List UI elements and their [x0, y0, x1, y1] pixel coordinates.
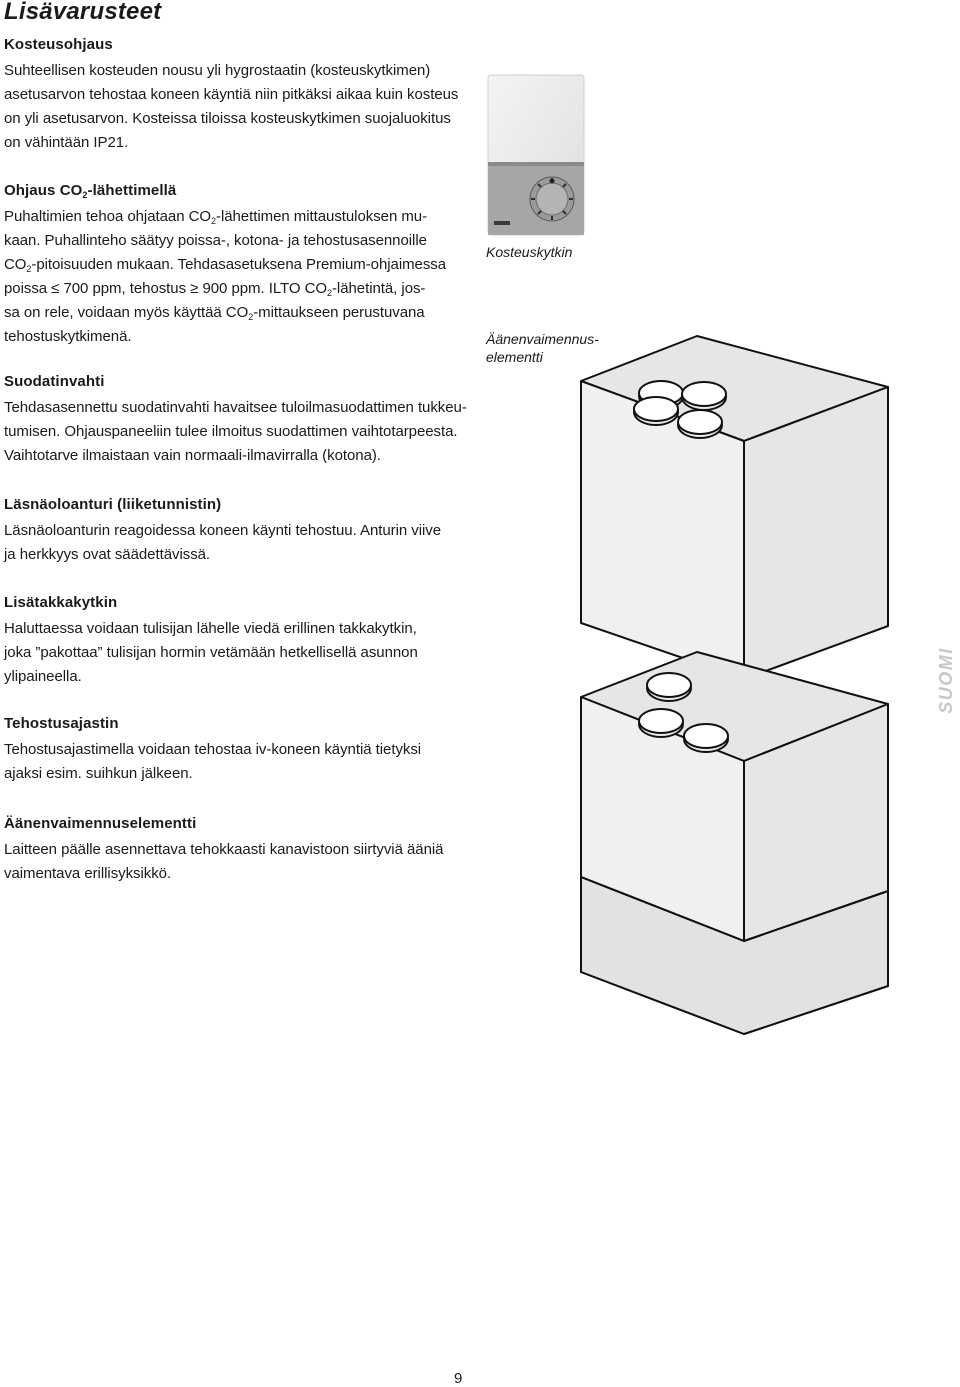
- section-heading: Läsnäoloanturi (liiketunnistin): [4, 496, 222, 513]
- body-line: vaimentava erillisyksikkö.: [4, 865, 172, 882]
- language-tab: [926, 642, 960, 718]
- body-line: $CO_2$-pitoisuuden mukaan. Tehdasasetuksena Premium-ohjaimessa: [4, 256, 447, 274]
- body-line: poissa ≤ 700 ppm, tehostus ≥ 900 ppm. ILTO $CO_2$-lähetintä, jos-: [4, 280, 426, 298]
- caption-line: Äänenvaimennus-: [486, 331, 599, 347]
- ventilation-unit-drawing: [581, 652, 888, 1034]
- body-line: kaan. Puhallinteho säätyy poissa-, kotona- ja tehostusasennoille: [4, 232, 427, 249]
- body-line: ylipaineella.: [4, 668, 82, 685]
- page-title: Lisävarusteet: [4, 0, 162, 25]
- body-line: on yli asetusarvon. Kosteissa tiloissa kosteuskytkimen suojaluokitus: [4, 110, 451, 127]
- body-line: Suhteellisen kosteuden nousu yli hygrostaatin (kosteuskytkimen): [4, 62, 431, 79]
- humidity-switch-image: [488, 75, 584, 235]
- body-line: joka ”pakottaa” tulisijan hormin vetämään hetkellisellä asunnon: [4, 644, 418, 661]
- body-line: ajaksi esim. suihkun jälkeen.: [4, 765, 193, 782]
- body-line: Laitteen päälle asennettava tehokkaasti kanavistoon siirtyviä ääniä: [4, 841, 444, 858]
- body-line: on vähintään IP21.: [4, 134, 129, 151]
- section-heading: Kosteusohjaus: [4, 36, 113, 53]
- body-line: Tehostusajastimella voidaan tehostaa iv-koneen käyntiä tietyksi: [4, 741, 422, 758]
- body-line: tumisen. Ohjauspaneeliin tulee ilmoitus suodattimen vaihtotarpeesta.: [4, 423, 458, 440]
- caption-silencer: [486, 330, 599, 366]
- body-line: sa on rele, voidaan myös käyttää $CO_2$-mittaukseen perustuvana: [4, 304, 425, 322]
- section-heading: Lisätakkakytkin: [4, 594, 118, 611]
- language-label: SUOMI: [935, 646, 956, 714]
- body-line: tehostuskytkimenä.: [4, 328, 132, 345]
- caption-line: elementti: [486, 349, 543, 365]
- section-heading: Äänenvaimennuselementti: [4, 815, 197, 832]
- body-line: asetusarvon tehostaa koneen käyntiä niin pitkäksi aikaa kuin kosteus: [4, 86, 459, 103]
- section-heading: Tehostusajastin: [4, 715, 119, 732]
- body-line: Vaihtotarve ilmaistaan vain normaali-ilmavirralla (kotona).: [4, 447, 381, 464]
- body-line: Tehdasasennettu suodatinvahti havaitsee tuloilmasuodattimen tukkeu-: [4, 399, 467, 416]
- body-line: Haluttaessa voidaan tulisijan lähelle viedä erillinen takkakytkin,: [4, 620, 417, 637]
- section-heading: Suodatinvahti: [4, 373, 105, 390]
- caption-humidity-switch: Kosteuskytkin: [486, 244, 573, 260]
- silencer-element-drawing: [581, 336, 888, 679]
- page-number: 9: [454, 1370, 463, 1387]
- body-line: Läsnäoloanturin reagoidessa koneen käynti tehostuu. Anturin viive: [4, 522, 442, 539]
- section-heading: Ohjaus $CO_2$-lähettimellä: [4, 182, 177, 200]
- body-line: Puhaltimien tehoa ohjataan $CO_2$-lähettimen mittaustuloksen mu-: [4, 208, 428, 226]
- body-line: ja herkkyys ovat säädettävissä.: [4, 546, 211, 563]
